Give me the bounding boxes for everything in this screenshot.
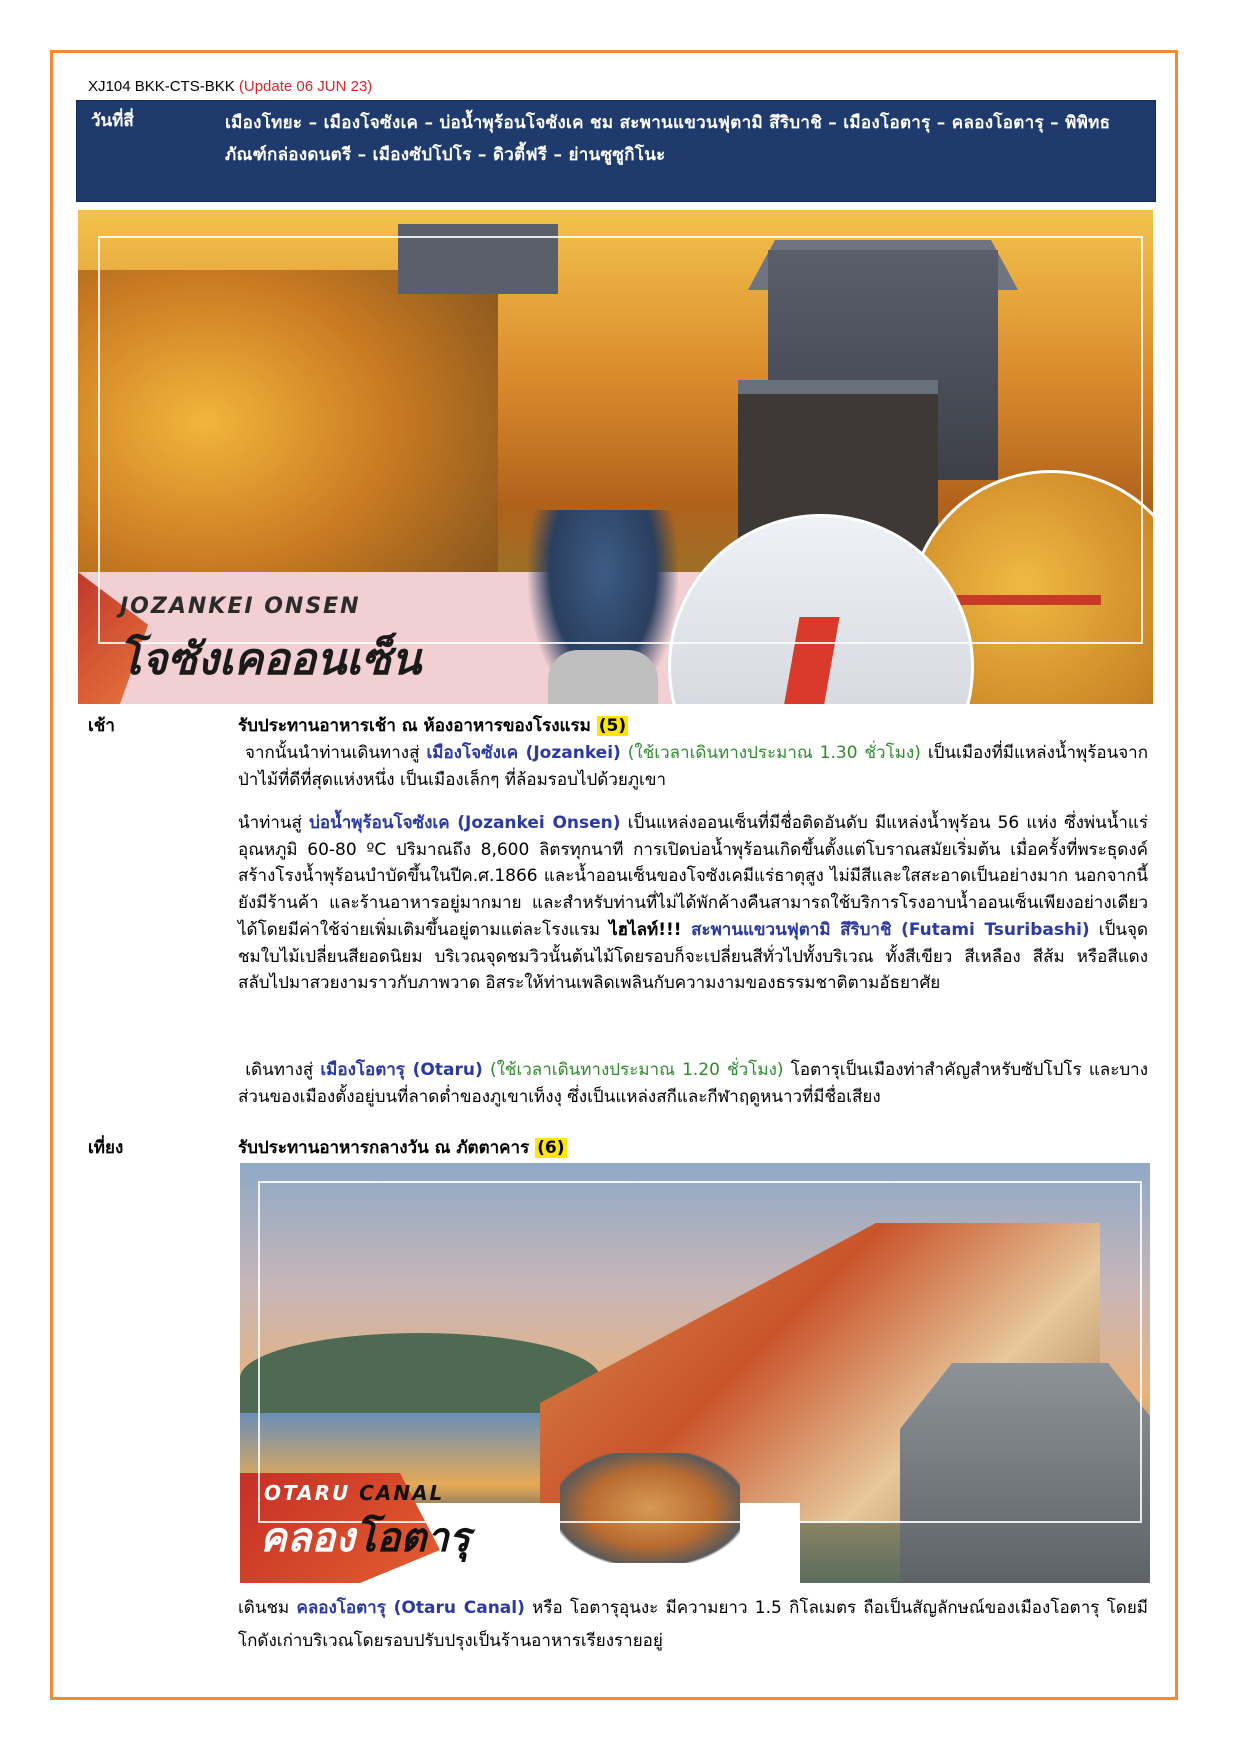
tour-code-text: XJ104 BKK-CTS-BKK [88,78,235,95]
statue-rock [548,650,658,704]
p2-bridge: สะพานแขวนฟุตามิ สึริบาชิ (Futami Tsuribashi) [681,919,1090,940]
day-label: วันที่สี่ [91,111,134,131]
otaru-title-th-b: โอตารุ [354,1515,471,1561]
jozankei-image [78,210,1153,704]
p3-a: เดินทางสู่ [245,1060,321,1080]
day-header [76,100,1156,202]
update-date: (Update 06 JUN 23) [238,78,373,95]
paragraph-otaru [238,1057,1148,1110]
p2-b: เป็นแหล่งออนเซ็นที่มีชื่อติดอันดับ มีแหล่งน้ำพุร้อน 56 แห่ง ซึ่งพ่นน้ำแร่อุณหภูมิ 60-80 ºC ปริมาณถึง 8,600 ลิตรทุกนาที การเปิดบ่อน้ำพุร้อนเกิดขึ้นตั้งแต่โบราณสมัยเริ่มต้น เมื่อครั้งที่พระธุดงค์สร้างโรงน้ำพุร้อนบำบัดขึ้นในปีค.ศ.1866 และน้ำออนเซ็นของโจซังเคมีแร่ธาตุสูง ไม่มีสีและใสสะอาดเป็นอย่างมาก นอกจากนี้ยังมีร้านค้า และร้านอาหารอยู่มากมาย และสำหรับท่านที่ไม่ได้พักค้างคืนสามารถใช้บริการโรงอาบน้ำออนเซ็นเพียงอย่างเดียวได้โดยมีค่าใช้จ่ายเพิ่มเติมขึ้นอยู่ตามแต่ละโรงแรม [238,813,1148,940]
p3-place: เมืองโอตารุ (Otaru) [320,1060,483,1080]
p4-a: เดินชม [238,1598,297,1618]
paragraph-canal [238,1592,1148,1658]
lunch-meal-no: (6) [537,1138,565,1158]
breakfast-title-text: รับประทานอาหารเช้า ณ ห้องอาหารของโรงแรม [238,716,591,736]
paragraph-onsen [238,810,1148,997]
paragraph-jozankei [238,740,1148,793]
p2-c: เป็นจุดชมใบไม้เปลี่ยนสียอดนิยม บริเวณจุดชมวิวนั้นต้นไม้โดยรอบก็จะเปลี่ยนสีทั่วไปทั้งบริเวณ ทั้งสีเขียว สีเหลือง สีส้ม หรือสีแดง สลับไปมาสวยงามราวกับภาพวาด อิสระให้ท่านเพลิดเพลินกับความงามของธรรมชาติตามอัธยาศัย [238,919,1148,994]
otaru-canal-image [240,1163,1150,1583]
jozankei-title-th: โจซังเคออนเซ็น [118,634,422,685]
otaru-title-en [264,1481,444,1505]
p3-b: โอตารุเป็นเมืองท่าสำคัญสำหรับซัปโปโร และบางส่วนของเมืองตั้งอยู่บนที่ลาดต่ำของภูเขาเท็งงุ ซึ่งเป็นแหล่งสกีและกีฬาฤดูหนาวที่มีชื่อเสียง [238,1060,1148,1107]
otaru-title-en-b: CANAL [350,1481,445,1505]
breakfast-label: เช้า [88,716,115,736]
p2-a: นำท่านสู่ [238,813,310,833]
breakfast-title [238,712,628,739]
p1-a: จากนั้นนำท่านเดินทางสู่ [244,743,427,763]
p4-place: คลองโอตารุ (Otaru Canal) [296,1598,525,1618]
otaru-title-th-a: คลอง [260,1515,355,1561]
p1-time: (ใช้เวลาเดินทางประมาณ 1.30 ชั่วโมง) [620,743,921,763]
lunch-title [238,1134,567,1161]
breakfast-meal-no: (5) [598,716,627,736]
tour-code [88,78,372,95]
otaru-title-en-a: OTARU [264,1481,351,1505]
jozankei-title-en: JOZANKEI ONSEN [120,594,361,619]
p1-place: เมืองโจซังเค (Jozankei) [426,743,621,763]
lunch-label: เที่ยง [88,1138,124,1158]
otaru-title-th [260,1505,470,1569]
p2-place: บ่อน้ำพุร้อนโจซังเค (Jozankei Onsen) [309,813,621,833]
p3-time: (ใช้เวลาเดินทางประมาณ 1.20 ชั่วโมง) [482,1060,784,1080]
day-title: เมืองโทยะ – เมืองโจซังเค – บ่อน้ำพุร้อนโจซังเค ชม สะพานแขวนฟุตามิ สึริบาชิ – เมืองโอตารุ – คลองโอตารุ – พิพิทธภัณฑ์กล่องดนตรี – เมืองซัปโปโร – ดิวตี้ฟรี – ย่านซูซูกิโนะ [225,113,1111,165]
p4-b: หรือ โอตารุอุนงะ มีความยาว 1.5 กิโลเมตร ถือเป็นสัญลักษณ์ของเมืองโอตารุ โดยมีโกดังเก่าบริเวณโดยรอบปรับปรุงเป็นร้านอาหารเรียงรายอยู่ [238,1598,1148,1651]
p1-b: เป็นเมืองที่มีแหล่งน้ำพุร้อนจากป่าไม้ที่ดีที่สุดแห่งหนึ่ง เป็นเมืองเล็กๆ ที่ล้อมรอบไปด้วยภูเขา [238,743,1148,790]
lunch-title-text: รับประทานอาหารกลางวัน ณ ภัตตาคาร [238,1138,530,1158]
image-frame-line [258,1181,1142,1523]
p2-highlight: ไฮไลท์!!! [609,919,682,940]
image-frame-line [98,236,1143,644]
